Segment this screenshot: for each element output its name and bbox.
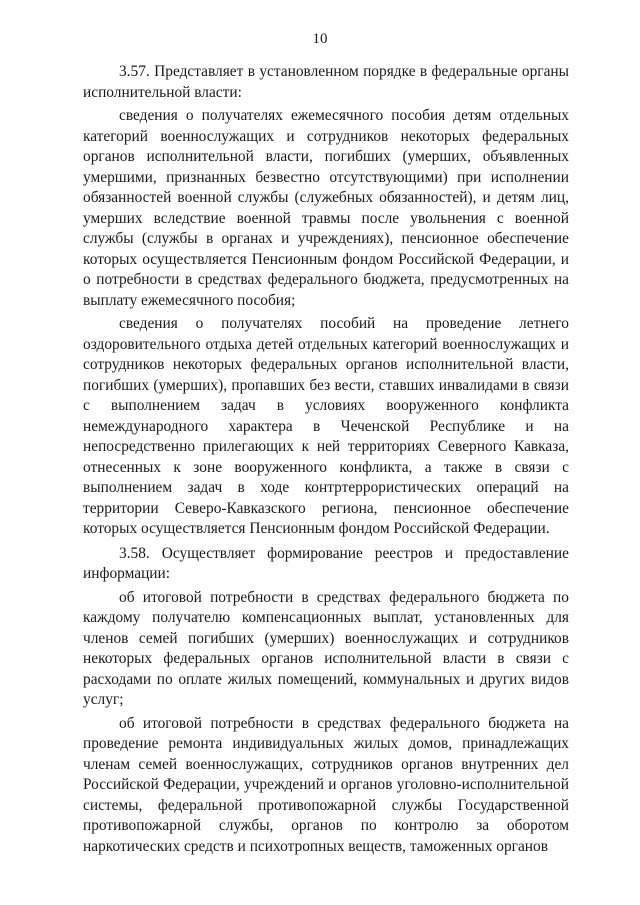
paragraph-compensation-payments: об итоговой потребности в средствах федерального бюджета по каждому получателю компенсационных выплат, установленных для членов семей погибших (умерших) военнослужащих и сотрудников некоторых федеральных органов исполнительной власти в связи с расходами по оплате жилых помещений, коммунальных и других видов услуг; — [83, 588, 569, 708]
paragraph-house-repair: об итоговой потребности в средствах федерального бюджета на проведение ремонта индивидуальных жилых домов, принадлежащих членам семей военнослужащих, сотрудников органов внутренних дел Российской Федерации, учреждений и органов уголовно-исполнительной системы, федеральной противопожарной службы Государственной противопожарной службы, органов по контролю за оборотом наркотических средств и психотропных веществ, таможенных органов — [83, 714, 569, 855]
page-number: 10 — [312, 31, 328, 47]
paragraph-monthly-allowance-info: сведения о получателях ежемесячного пособия детям отдельных категорий военнослужащих и сотрудников некоторых федеральных органов исполнительной власти, погибших (умерших, объявленных умершими, признанных безвестно отсутствующими) при исполнении обязанностей военной службы (служебных обязанностей), и детям лиц, умерших вследствие военной травмы после увольнения с военной службы (службы в органах и учреждениях), пенсионное обеспечение которых осуществляется Пенсионным фондом Российской Федерации, и о потребности в средствах федерального бюджета, предусмотренных на выплату ежемесячного пособия; — [83, 107, 569, 309]
paragraph-summer-recreation-info: сведения о получателях пособий на проведение летнего оздоровительного отдыха детей отдельных категорий военнослужащих и сотрудников некоторых федеральных органов исполнительной власти, погибших (умерших), пропавших без вести, ставших инвалидами в связи с выполнением задач в условиях вооруженного конфликта немеждународного характера в Чеченской Республике и на непосредственно прилегающих к ней территориях Северного Кавказа, отнесенных к зоне вооруженного конфликта, а также в связи с выполнением задач в ходе контртеррористических операций на территории Северо-Кавказского региона, пенсионное обеспечение которых осуществляется Пенсионным фондом Российской Федерации. — [83, 315, 569, 537]
paragraph-3-58-heading: 3.58. Осуществляет формирование реестров и предоставление информации: — [83, 544, 569, 582]
document-body — [83, 62, 569, 860]
paragraph-3-57-heading: 3.57. Представляет в установленном порядке в федеральные органы исполнительной власти: — [83, 63, 569, 101]
